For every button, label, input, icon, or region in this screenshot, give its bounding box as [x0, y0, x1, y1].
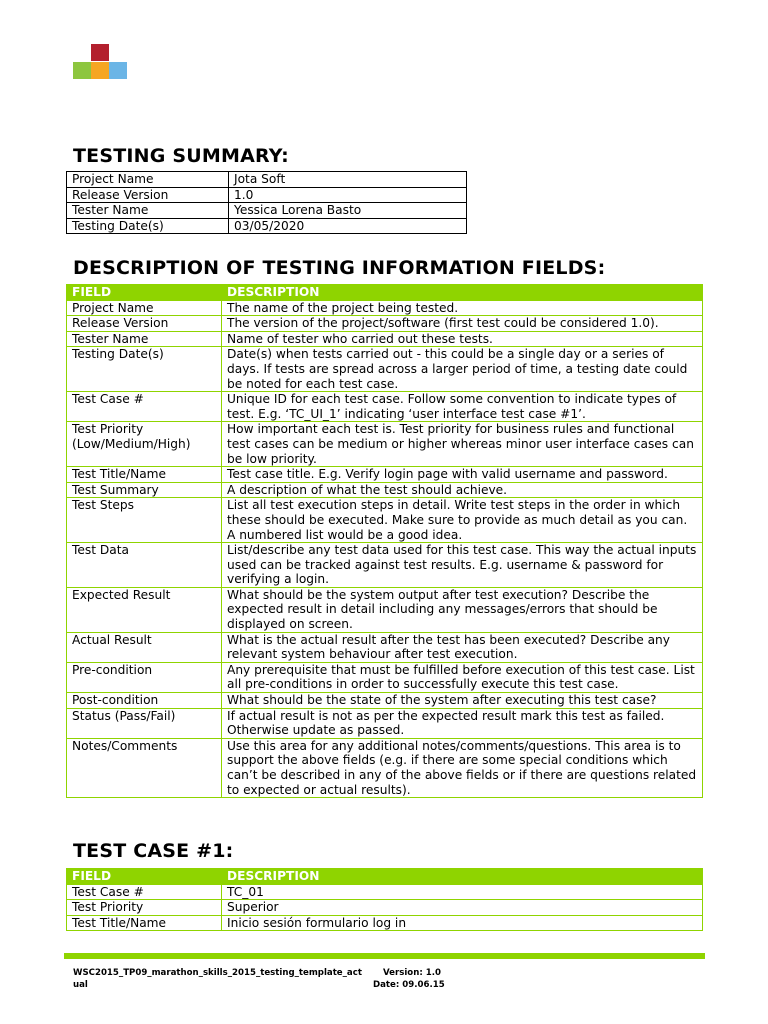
- logo-blue-square: [109, 62, 127, 79]
- logo-mark: [73, 44, 130, 80]
- summary-label: Release Version: [67, 187, 229, 203]
- fields-col-description: DESCRIPTION: [222, 285, 703, 301]
- field-name: Release Version: [67, 316, 222, 332]
- footer-filename: [73, 967, 362, 991]
- field-row: [67, 543, 703, 588]
- field-name: Test Title/Name: [67, 467, 222, 483]
- field-name: Notes/Comments: [67, 738, 222, 797]
- summary-value: 03/05/2020: [229, 218, 467, 234]
- field-description: Date(s) when tests carried out - this could be a single day or a series of days. If tests are spread across a larger period of time, a testing date could be noted for each test case.: [222, 347, 703, 392]
- field-name: Test Summary: [67, 482, 222, 498]
- field-description: If actual result is not as per the expected result mark this test as failed. Otherwise update as passed.: [222, 708, 703, 738]
- field-name: Actual Result: [67, 632, 222, 662]
- test-case-value: Inicio sesión formulario log in: [222, 915, 703, 931]
- testing-summary-heading: TESTING SUMMARY:: [73, 145, 289, 167]
- field-row: [67, 467, 703, 483]
- field-description: The name of the project being tested.: [222, 300, 703, 316]
- field-row: [67, 482, 703, 498]
- logo-red-square: [91, 44, 109, 61]
- field-row: [67, 347, 703, 392]
- field-description: What should be the state of the system after executing this test case?: [222, 693, 703, 709]
- footer-filename-line2: ual: [73, 980, 88, 990]
- field-description: Use this area for any additional notes/comments/questions. This area is to support the above fields (e.g. if there are some special conditions which can’t be described in any of the above fields or if there are questions related to expected or actual results).: [222, 738, 703, 797]
- test-case-value: Superior: [222, 900, 703, 916]
- field-description: Any prerequisite that must be fulfilled before execution of this test case. List all pre-conditions in order to successfully execute this test case.: [222, 662, 703, 692]
- logo-green-square: [73, 62, 91, 79]
- field-row: [67, 738, 703, 797]
- footer-divider: [64, 953, 705, 959]
- field-description: Name of tester who carried out these tests.: [222, 331, 703, 347]
- field-description: How important each test is. Test priority for business rules and functional test cases can be medium or higher whereas minor user interface cases can be low priority.: [222, 422, 703, 467]
- field-description: List/describe any test data used for this test case. This way the actual inputs used can be tracked against test results. E.g. username & password for verifying a login.: [222, 543, 703, 588]
- field-description: What is the actual result after the test has been executed? Describe any relevant system behaviour after test execution.: [222, 632, 703, 662]
- field-row: [67, 632, 703, 662]
- summary-label: Tester Name: [67, 203, 229, 219]
- test-case-col-field: FIELD: [67, 869, 222, 885]
- field-description: List all test execution steps in detail. Write test steps in the order in which these should be executed. Make sure to provide as much detail as you can. A numbered list would be a good idea.: [222, 498, 703, 543]
- test-case-row: [67, 900, 703, 916]
- field-name: Test Priority (Low/Medium/High): [67, 422, 222, 467]
- test-case-value: TC_01: [222, 884, 703, 900]
- summary-value: Jota Soft: [229, 172, 467, 188]
- test-case-1-table: [66, 868, 703, 931]
- fields-heading: DESCRIPTION OF TESTING INFORMATION FIELDS:: [73, 257, 606, 279]
- summary-label: Project Name: [67, 172, 229, 188]
- footer-date: Date: 09.06.15: [373, 980, 445, 990]
- field-name: Testing Date(s): [67, 347, 222, 392]
- summary-row: [67, 218, 467, 234]
- test-case-1-heading: TEST CASE #1:: [73, 840, 234, 862]
- field-name: Project Name: [67, 300, 222, 316]
- field-row: [67, 392, 703, 422]
- summary-row: [67, 187, 467, 203]
- field-name: Tester Name: [67, 331, 222, 347]
- footer-version: Version: 1.0: [383, 968, 441, 978]
- testing-summary-table: [66, 171, 467, 234]
- field-row: [67, 316, 703, 332]
- field-description: The version of the project/software (first test could be considered 1.0).: [222, 316, 703, 332]
- test-case-header-row: [67, 869, 703, 885]
- field-description: A description of what the test should achieve.: [222, 482, 703, 498]
- summary-row: [67, 203, 467, 219]
- summary-value: 1.0: [229, 187, 467, 203]
- test-case-col-description: DESCRIPTION: [222, 869, 703, 885]
- field-name: Expected Result: [67, 587, 222, 632]
- field-row: [67, 300, 703, 316]
- field-row: [67, 662, 703, 692]
- field-row: [67, 708, 703, 738]
- field-row: [67, 331, 703, 347]
- footer-filename-line1: WSC2015_TP09_marathon_skills_2015_testing_template_act: [73, 968, 362, 978]
- summary-value: Yessica Lorena Basto: [229, 203, 467, 219]
- field-row: [67, 422, 703, 467]
- field-row: [67, 693, 703, 709]
- field-row: [67, 587, 703, 632]
- field-name: Test Data: [67, 543, 222, 588]
- field-name: Status (Pass/Fail): [67, 708, 222, 738]
- field-name: Test Steps: [67, 498, 222, 543]
- fields-table: [66, 284, 703, 798]
- field-description: What should be the system output after test execution? Describe the expected result in detail including any messages/errors that should be displayed on screen.: [222, 587, 703, 632]
- test-case-field: Test Priority: [67, 900, 222, 916]
- test-case-field: Test Title/Name: [67, 915, 222, 931]
- test-case-row: [67, 915, 703, 931]
- fields-col-field: FIELD: [67, 285, 222, 301]
- field-name: Pre-condition: [67, 662, 222, 692]
- test-case-row: [67, 884, 703, 900]
- field-name: Post-condition: [67, 693, 222, 709]
- summary-row: [67, 172, 467, 188]
- fields-header-row: [67, 285, 703, 301]
- summary-label: Testing Date(s): [67, 218, 229, 234]
- field-description: Test case title. E.g. Verify login page with valid username and password.: [222, 467, 703, 483]
- logo-orange-square: [91, 62, 109, 79]
- test-case-field: Test Case #: [67, 884, 222, 900]
- footer-version-info: [373, 967, 445, 991]
- field-name: Test Case #: [67, 392, 222, 422]
- field-row: [67, 498, 703, 543]
- field-description: Unique ID for each test case. Follow some convention to indicate types of test. E.g. ‘TC_UI_1’ indicating ‘user interface test case #1’.: [222, 392, 703, 422]
